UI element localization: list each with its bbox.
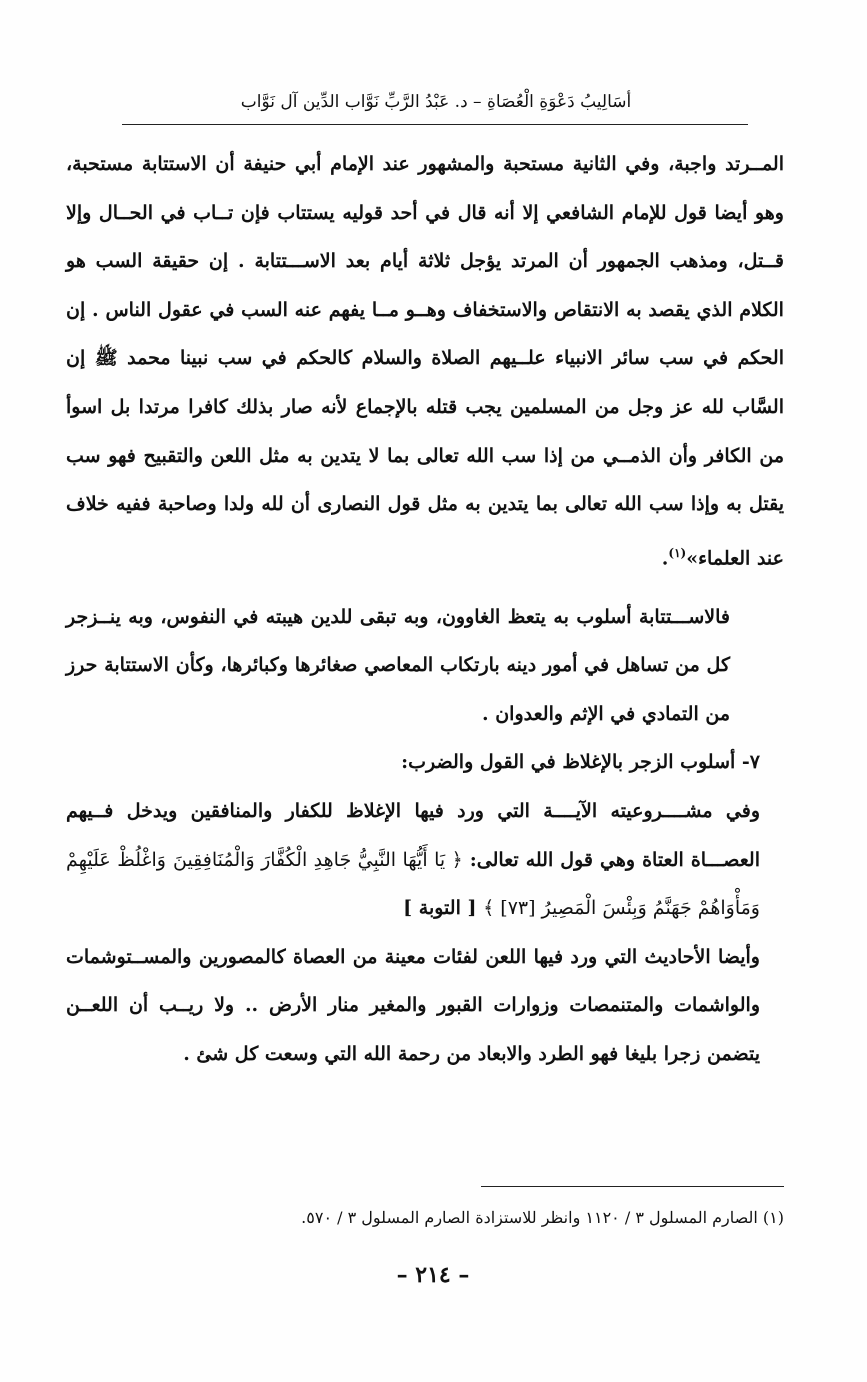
- text-line: مستحبة، وهو أيضا قول للإمام الشافعي إلا أنه قال في أحد قوليه يستتاب فإن: [66, 153, 784, 224]
- main-text: [66, 140, 784, 1079]
- page-number: – ٢١٤ –: [396, 1262, 470, 1288]
- text-line: وفي مشــــروعيته الآيــــة التي ورد فيها الإغلاظ للكفار والمنافقين ويدخل: [126, 800, 760, 823]
- text-line: الاســـتتابة . إن حقيقة السب هو الكلام الذي يقصد به الانتقاص والاستخفاف: [66, 250, 784, 321]
- paragraph-verse: [66, 787, 784, 933]
- text-line: وأن الذمــي من إذا سب الله تعالى بما لا يتدين به مثل اللعن والتقبيح فهو سب: [66, 444, 698, 467]
- section-heading: ٧- أسلوب الزجر بالإغلاظ في القول والضرب:: [401, 751, 760, 774]
- text-line: يقتل به وإذا سب الله تعالى بما يتدين به مثل قول النصارى أن لله ولدا وصاحبة: [157, 493, 785, 516]
- quran-verse-continued: وَاغْلُظْ عَلَيْهِمْ وَمَأْوَاهُمْ جَهَنَّمُ وَبِئْسَ الْمَصِيرُ [٧٣] ﴾: [66, 848, 760, 920]
- text-line: والمســتوشمات والواشمات والمتنمصات وزوارات القبور والمغير منار الأرض ..: [66, 945, 760, 1017]
- text-line: من المسلمين يجب قتله بالإجماع لأنه صار بذلك كافرا مرتدا بل اسوأ من الكافر: [66, 395, 785, 467]
- text-line: المــرتد واجبة، وفي الثانية مستحبة والمشهور عند الإمام أبي حنيفة أن الاستتابة: [141, 153, 784, 175]
- text-line: وبه ينــزجر كل من تساهل في أمور دينه بارتكاب المعاصي صغائرها وكبائرها،: [66, 605, 730, 677]
- text-line: علــيهم الصلاة والسلام كالحكم في سب نبينا محمد ﷺ إن السَّاب لله عز وجل: [66, 347, 785, 418]
- quran-verse: ﴿ يَا أَيُّهَا النَّبِيُّ جَاهِدِ الْكُفَّارَ وَالْمُنَافِقِينَ: [172, 848, 463, 871]
- text-line: وكأن الاستتابة حرز من التمادي في الإثم والعدوان .: [66, 654, 730, 725]
- text-line: ففيه خلاف عند العلماء»: [66, 493, 784, 570]
- text-line: وسعت كل شئ .: [183, 1043, 318, 1066]
- paragraph-continuation: [66, 140, 784, 583]
- footnote-reference: (١): [668, 545, 687, 560]
- footnote-divider: [481, 1186, 784, 1187]
- header-divider: [122, 124, 748, 125]
- footnote: (١) الصارم المسلول ٣ / ١١٢٠ وانظر للاستزادة الصارم المسلول ٣ / ٥٧٠.: [301, 1208, 784, 1227]
- paragraph-hadith: [66, 933, 784, 1079]
- text-line: تــاب في الحــال وإلا قــتل، ومذهب الجمهور أن المرتد يؤجل ثلاثة أيام بعد: [66, 201, 784, 273]
- text-line: وأيضا الأحاديث التي ورد فيها اللعن لفئات معينة من العصاة كالمصورين: [198, 945, 760, 968]
- running-header: أسَالِيبُ دَعْوَةِ الْعُصَاةِ – د. عَبْدُ الرَّبِّ نَوَّاب الدِّين آل نَوَّاب: [240, 92, 632, 112]
- text-line: فالاســـتتابة أسلوب به يتعظ الغاوون، وبه تبقى للدين هيبته في النفوس،: [160, 605, 731, 628]
- text-line: ولا ريــب أن اللعــن يتضمن زجرا بليغا فهو الطرد والابعاد من رحمة الله التي: [66, 994, 760, 1066]
- text-line: وهــو مــا يفهم عنه السب في عقول الناس . إن الحكم في سب سائر الانبياء: [66, 298, 784, 370]
- paragraph-istitaba: [66, 593, 784, 739]
- text-line: فــيهم العصـــاة العتاة وهي قول الله تعالى:: [66, 800, 760, 871]
- surah-reference: [ التوبة ]: [403, 897, 477, 920]
- text-line: .: [661, 547, 669, 570]
